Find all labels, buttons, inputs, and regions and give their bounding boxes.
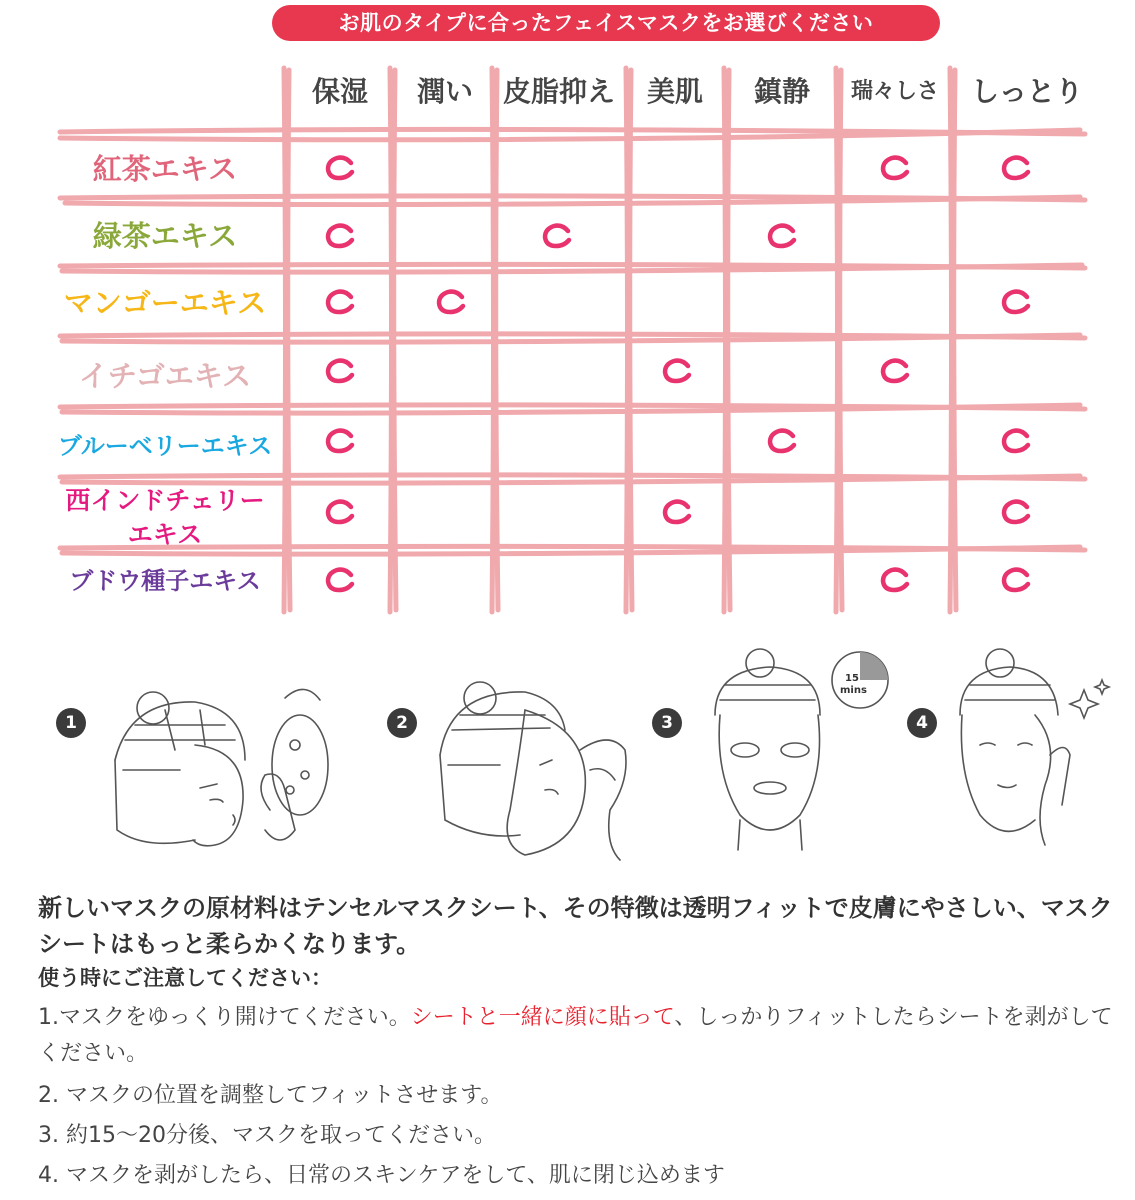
check-mark bbox=[323, 498, 357, 526]
instruction-1-highlight: シートと一緒に顔に貼って bbox=[410, 1005, 675, 1030]
check-mark bbox=[999, 427, 1033, 455]
step-number-3: 3 bbox=[652, 708, 682, 738]
row-label-blueberry: ブルーベリーエキス bbox=[57, 432, 273, 460]
check-mark bbox=[878, 357, 912, 385]
column-header-freshness: 瑞々しさ bbox=[850, 79, 939, 104]
sparkle-icon bbox=[1070, 690, 1098, 718]
instruction-1 bbox=[38, 1000, 1133, 1072]
small-sparkle-icon bbox=[1095, 680, 1109, 694]
step-number-1: 1 bbox=[56, 708, 86, 738]
check-mark bbox=[878, 566, 912, 594]
step-number-4: 4 bbox=[907, 708, 937, 738]
row-label-acerola-line1: 西インドチェリー bbox=[65, 486, 265, 515]
instruction-1-start: 1.マスクをゆっくり開けてください。 bbox=[38, 1005, 411, 1030]
check-mark bbox=[323, 154, 357, 182]
check-mark bbox=[999, 498, 1033, 526]
row-label-grape-seed: ブドウ種子エキス bbox=[69, 567, 261, 595]
check-mark bbox=[999, 154, 1033, 182]
step2-illustration bbox=[430, 670, 635, 870]
header-banner: お肌のタイプに合ったフェイスマスクをお選びください bbox=[272, 5, 940, 41]
instruction-4: 4. マスクを剥がしたら、日常のスキンケアをして、肌に閉じ込めます bbox=[38, 1163, 725, 1188]
check-mark bbox=[660, 498, 694, 526]
column-header-beauty: 美肌 bbox=[646, 75, 703, 108]
timer-elapsed-wedge bbox=[860, 652, 888, 680]
product-description: 新しいマスクの原材料はテンセルマスクシート、その特徴は透明フィットで皮膚にやさしい、マスクシートはもっと柔らかくなります。 bbox=[38, 894, 1113, 958]
usage-notice-title: 使う時にご注意してください： bbox=[38, 966, 332, 990]
row-label-strawberry: イチゴエキス bbox=[78, 359, 252, 393]
usage-steps bbox=[0, 640, 1135, 870]
check-mark bbox=[999, 566, 1033, 594]
instruction-1-end: 、しっかりフィットしたらシートを剥がしてください。 bbox=[38, 1005, 1113, 1066]
check-mark bbox=[765, 427, 799, 455]
check-mark bbox=[323, 566, 357, 594]
column-header-moisturize: 保湿 bbox=[311, 75, 368, 108]
row-label-green-tea: 緑茶エキス bbox=[92, 219, 238, 253]
instruction-3: 3. 約15〜20分後、マスクを取ってください。 bbox=[38, 1123, 496, 1148]
column-header-soothing: 鎮静 bbox=[753, 75, 810, 108]
timer-minutes-unit: mins bbox=[840, 685, 867, 696]
step1-illustration bbox=[105, 680, 340, 870]
step3-illustration bbox=[700, 645, 895, 855]
check-mark bbox=[323, 288, 357, 316]
check-mark bbox=[765, 222, 799, 250]
check-mark bbox=[323, 357, 357, 385]
timer-minutes-number: 15 bbox=[845, 673, 859, 684]
row-label-acerola-line2: エキス bbox=[127, 520, 203, 549]
column-header-oil-control: 皮脂抑え bbox=[502, 75, 615, 108]
check-mark bbox=[434, 288, 468, 316]
check-mark bbox=[999, 288, 1033, 316]
check-mark bbox=[323, 427, 357, 455]
instruction-2: 2. マスクの位置を調整してフィットさせます。 bbox=[38, 1083, 503, 1108]
check-mark bbox=[878, 154, 912, 182]
check-mark bbox=[540, 222, 574, 250]
row-label-acerola bbox=[40, 484, 290, 552]
column-header-moist: しっとり bbox=[970, 75, 1083, 108]
check-mark bbox=[323, 222, 357, 250]
row-label-mango: マンゴーエキス bbox=[63, 286, 267, 320]
check-mark bbox=[660, 357, 694, 385]
row-label-black-tea: 紅茶エキス bbox=[92, 152, 238, 186]
column-header-hydrate: 潤い bbox=[416, 75, 473, 108]
step4-illustration bbox=[950, 645, 1120, 855]
step-number-2: 2 bbox=[387, 708, 417, 738]
